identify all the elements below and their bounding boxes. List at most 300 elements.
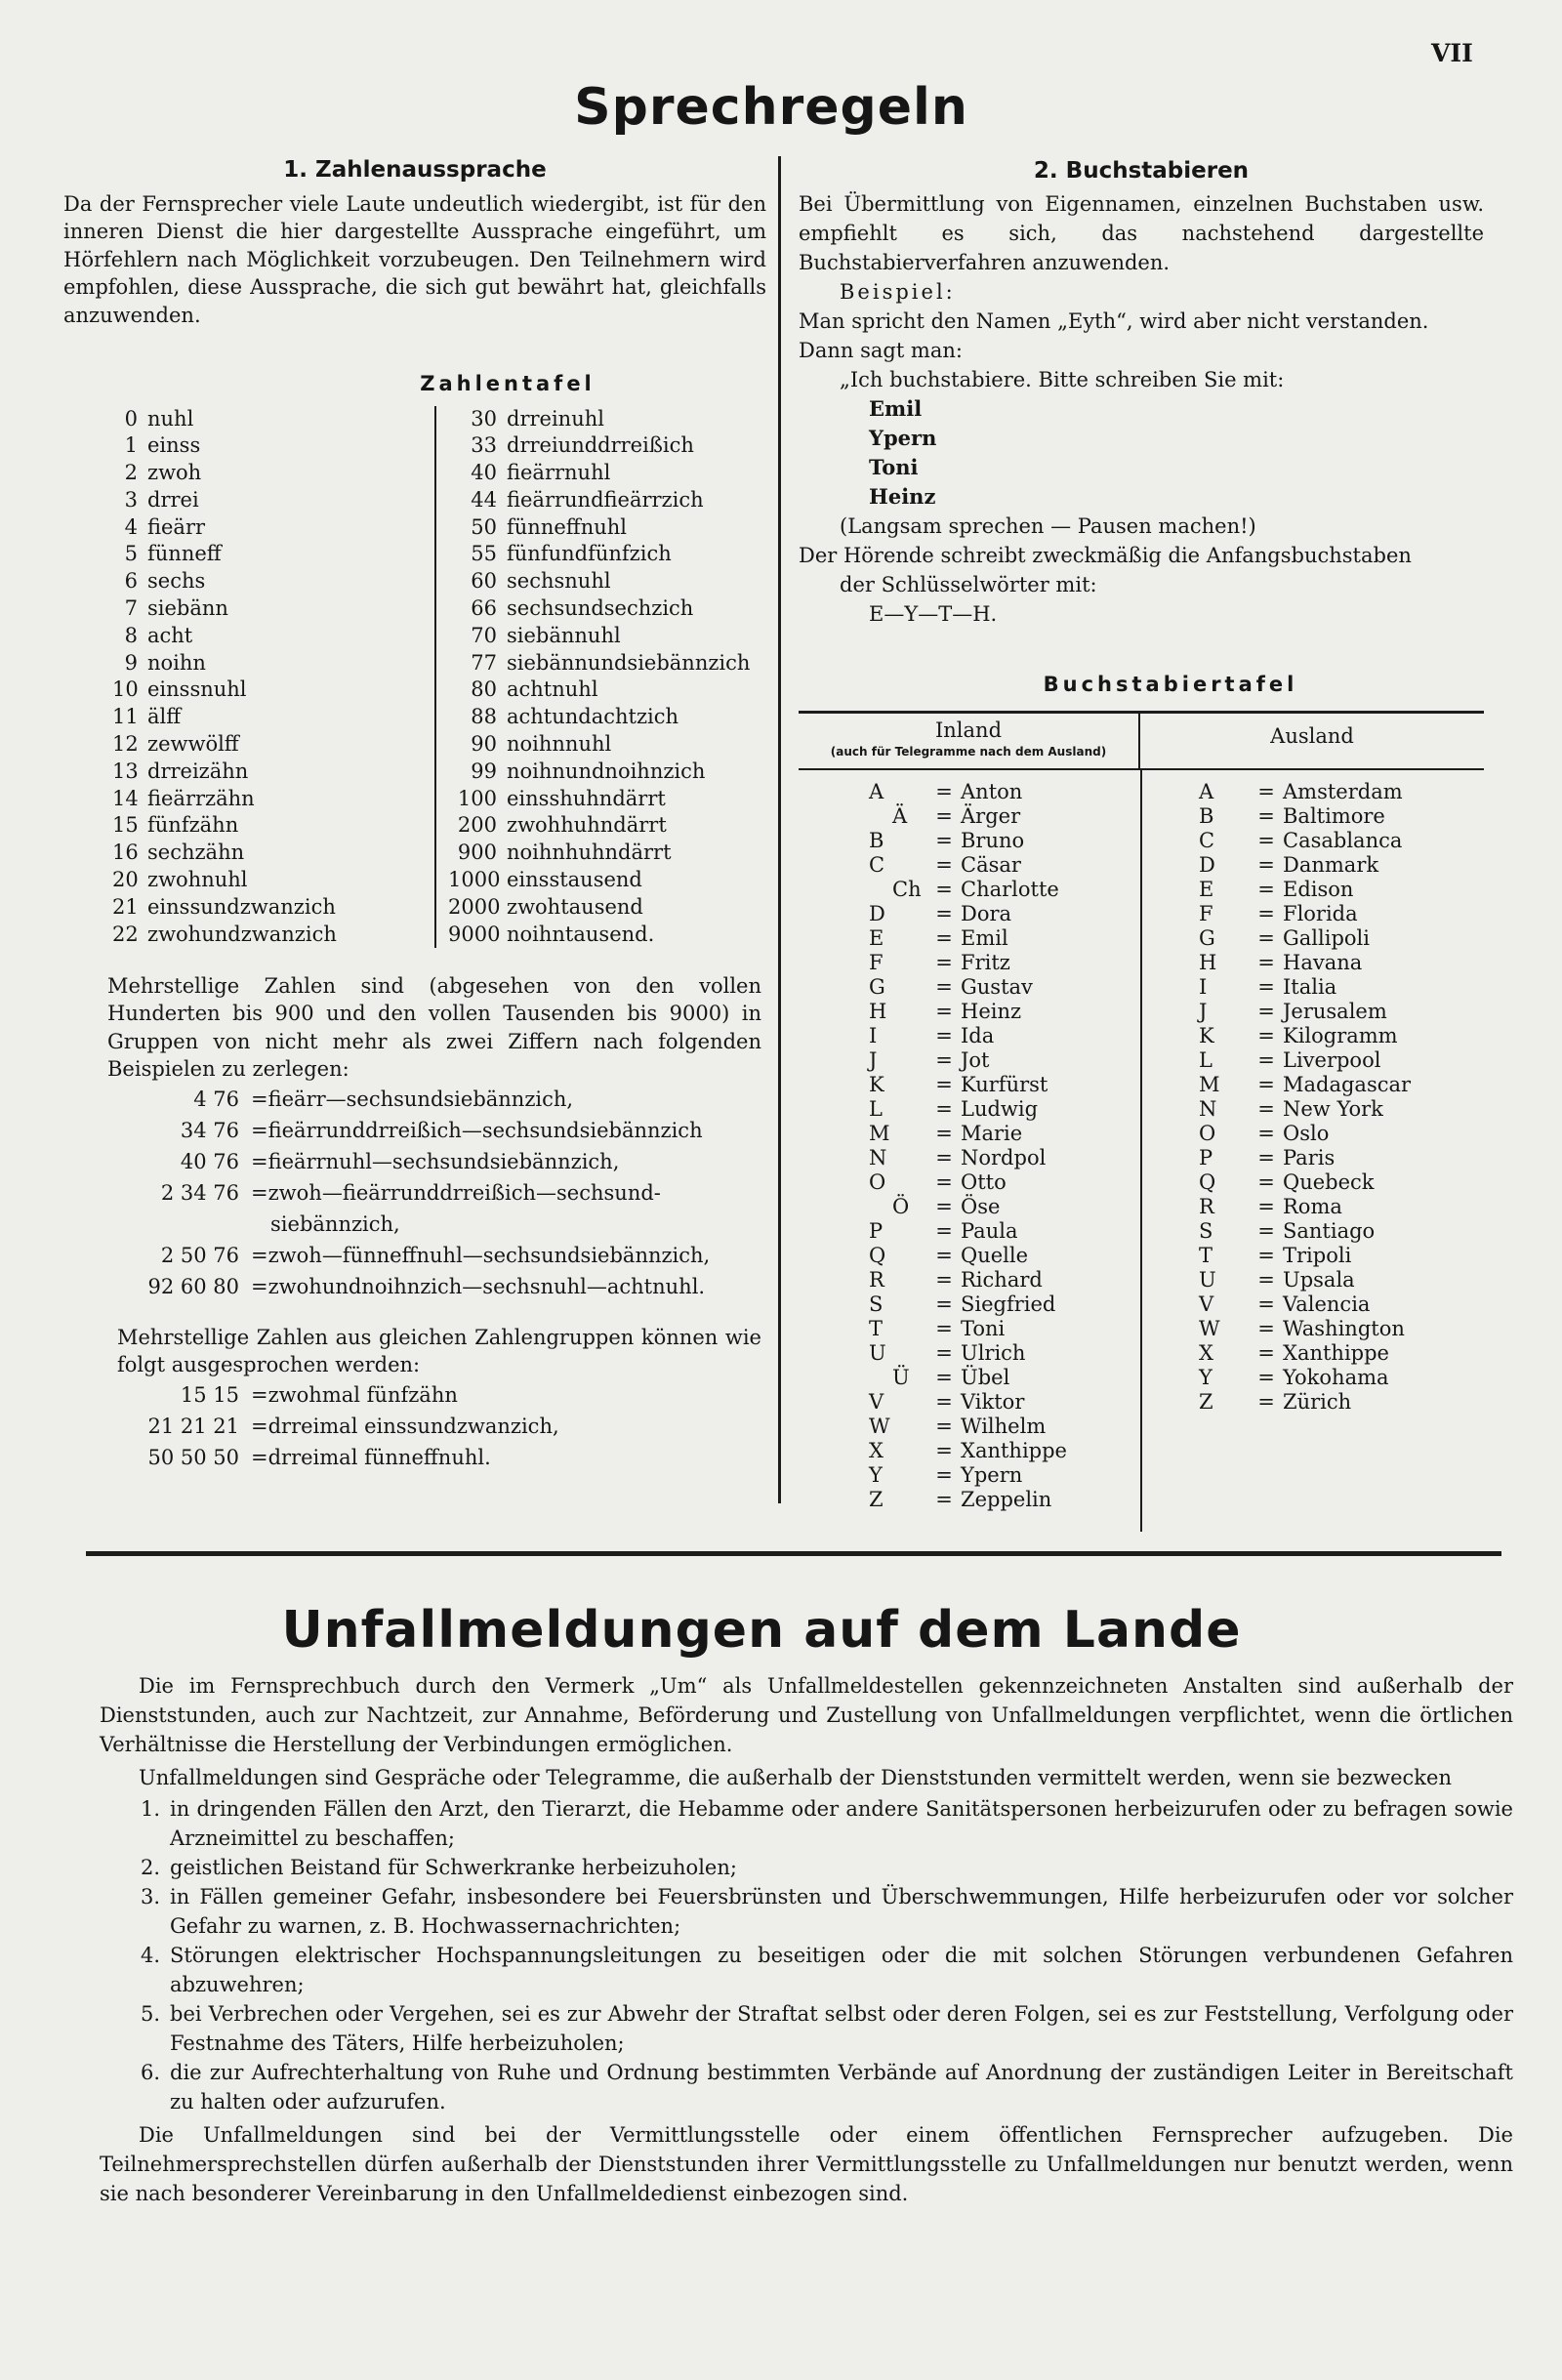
equals-sign: =: [935, 951, 953, 974]
equals-sign: =: [1257, 1024, 1275, 1047]
spelling-word: Gustav: [961, 975, 1033, 999]
list-text: die zur Aufrechterhaltung von Ruhe und Ordnung bestimmten Verbände auf Anordnung der zuständigen Leiter in Bereitschaft zu halten oder aufzurufen.: [170, 2061, 1513, 2113]
spelling-row: [1199, 1073, 1411, 1097]
table-title: Buchstabiertafel: [1043, 673, 1298, 696]
spelling-letter: T: [869, 1317, 884, 1340]
spelling-letter: F: [869, 951, 884, 974]
example-words: siebännzich,: [270, 1211, 400, 1236]
spelling-row: [869, 1048, 1067, 1073]
spelling-word: Havana: [1283, 951, 1363, 974]
spelling-word: Casablanca: [1283, 829, 1403, 852]
example-pause: (Langsam sprechen — Pausen machen!): [840, 514, 1256, 538]
spelling-row: [869, 1244, 1067, 1268]
table-title: Zahlentafel: [420, 372, 596, 395]
spelling-letter: L: [869, 1097, 883, 1121]
list-text: geistlichen Beistand für Schwerkranke herbeizuholen;: [170, 1856, 737, 1879]
number-digit: 8: [124, 623, 138, 647]
spelling-word: Santiago: [1283, 1219, 1376, 1243]
equals-sign: =: [935, 1293, 953, 1316]
number-row: [448, 677, 750, 704]
example-row: [63, 1379, 766, 1411]
number-word: siebännundsiebännzich: [507, 650, 751, 675]
number-digit: 22: [112, 922, 139, 946]
example-line: Dann sagt man:: [799, 339, 963, 362]
number-row: [112, 432, 337, 460]
number-table-column: [434, 406, 750, 949]
number-digit: 77: [471, 650, 497, 675]
spelling-letter: Ch: [892, 878, 922, 901]
number-row: [448, 786, 750, 813]
number-row: [112, 840, 337, 867]
example-number: 40 76: [180, 1149, 239, 1173]
list-number: 2.: [141, 1856, 161, 1879]
number-row: [112, 922, 337, 949]
page-number: VII: [1431, 39, 1473, 67]
spelling-letter: V: [869, 1390, 884, 1414]
spelling-row: [869, 1268, 1067, 1293]
number-row: [448, 406, 750, 433]
number-digit: 1: [124, 433, 138, 458]
table-divider: [1140, 770, 1142, 1532]
spelling-word: Upsala: [1283, 1268, 1355, 1292]
spelling-letter: W: [869, 1415, 890, 1438]
equals-sign: =: [935, 878, 953, 901]
equals-sign: =: [251, 1382, 268, 1407]
section-divider: [86, 1551, 1501, 1556]
number-row: [112, 704, 337, 731]
equals-sign: =: [251, 1274, 268, 1298]
spelling-row: [869, 1000, 1067, 1024]
example-words: zwohmal fünfzähn: [267, 1382, 458, 1407]
spelling-row: [869, 951, 1067, 975]
spelling-letter: S: [1199, 1219, 1213, 1243]
number-row: [112, 623, 337, 650]
spelling-word: Otto: [961, 1170, 1007, 1194]
spelling-word: Übel: [961, 1366, 1010, 1389]
section-heading: 2. Buchstabieren: [1033, 158, 1250, 184]
equals-sign: =: [935, 1000, 953, 1023]
equals-sign: =: [251, 1414, 268, 1438]
number-row: [448, 460, 750, 487]
equals-sign: =: [1257, 1219, 1275, 1243]
spelling-row: [869, 853, 1067, 878]
list-item: [141, 1941, 1513, 1999]
number-row: [448, 650, 750, 677]
number-word: drreinuhl: [507, 406, 604, 431]
example-row: [63, 1442, 766, 1473]
spelling-row: [1199, 1366, 1411, 1390]
spelling-row: [869, 878, 1067, 902]
spelling-word: Yokohama: [1283, 1366, 1389, 1389]
spelling-word: Siegfried: [961, 1293, 1056, 1316]
list-text: in dringenden Fällen den Arzt, den Tierarzt, die Hebamme oder andere Sanitätspersonen herbeizurufen oder zu befragen sowie Arzneimittel zu beschaffen;: [170, 1797, 1513, 1850]
number-row: [112, 406, 337, 433]
number-digit: 12: [112, 732, 139, 757]
number-digit: 6: [124, 569, 138, 594]
number-word: sechsnuhl: [507, 569, 611, 594]
number-digit: 44: [471, 487, 497, 512]
equals-sign: =: [1257, 1146, 1275, 1169]
number-digit: 0: [124, 406, 138, 431]
header-inland-note: (auch für Telegramme nach dem Ausland): [830, 745, 1107, 759]
number-row: [448, 595, 750, 623]
spelling-letter: Y: [869, 1463, 883, 1487]
number-row: [448, 514, 750, 542]
spelling-letter: J: [1199, 1000, 1208, 1023]
spelling-word: Richard: [961, 1268, 1043, 1292]
equals-sign: =: [935, 1122, 953, 1145]
number-word: einss: [147, 433, 201, 458]
number-digit: 70: [471, 623, 497, 647]
list-item: [141, 1882, 1513, 1941]
number-digit: 5: [124, 542, 138, 566]
number-row: [112, 786, 337, 813]
equals-sign: =: [935, 1219, 953, 1243]
number-word: siebänn: [147, 596, 228, 621]
number-word: einssnuhl: [147, 677, 247, 702]
example-words: zwoh—fünneffnuhl—sechsundsiebännzich,: [267, 1243, 711, 1267]
number-digit: 30: [471, 406, 497, 431]
example-number: 34 76: [180, 1118, 239, 1142]
spelling-letter: P: [1199, 1146, 1213, 1169]
spelling-row: [1199, 1317, 1411, 1341]
spelling-letter: E: [1199, 878, 1214, 901]
equals-sign: =: [251, 1118, 268, 1142]
spelling-row: [869, 926, 1067, 951]
spelling-row: [869, 1390, 1067, 1415]
spelling-letter: X: [869, 1439, 884, 1462]
equals-sign: =: [1257, 1170, 1275, 1194]
spelling-letter: V: [1199, 1293, 1214, 1316]
number-digit: 33: [471, 433, 497, 458]
equals-sign: =: [935, 1317, 953, 1340]
spelling-word: Ypern: [961, 1463, 1023, 1487]
equals-sign: =: [1257, 1073, 1275, 1096]
spelling-letter: N: [1199, 1097, 1217, 1121]
spelling-row: [1199, 975, 1411, 1000]
equals-sign: =: [935, 1170, 953, 1194]
equals-sign: =: [1257, 1317, 1275, 1340]
equals-sign: =: [251, 1445, 268, 1469]
spelling-row: [869, 1024, 1067, 1048]
example-number: 21 21 21: [147, 1414, 239, 1438]
equals-sign: =: [935, 1390, 953, 1414]
example-number: 92 60 80: [147, 1274, 239, 1298]
ausland-column: [1199, 780, 1411, 1415]
example-row: [63, 1177, 766, 1209]
spelling-word: Anton: [961, 780, 1023, 803]
spelling-letter: X: [1199, 1341, 1213, 1365]
spelling-word: Oslo: [1283, 1122, 1330, 1145]
spelling-row: [1199, 829, 1411, 853]
spelling-letter: R: [869, 1268, 884, 1292]
equals-sign: =: [1257, 1244, 1275, 1267]
equals-sign: =: [251, 1149, 268, 1173]
spelling-word: Florida: [1283, 902, 1358, 925]
number-row: [448, 812, 750, 840]
spelling-row: [1199, 902, 1411, 926]
intro-paragraph: Bei Übermittlung von Eigennamen, einzelnen Buchstaben usw. empfiehlt es sich, das nachstehend dargestellte Buchstabierverfahren anzuwenden.: [799, 192, 1484, 274]
equals-sign: =: [935, 1341, 953, 1365]
spelling-letter: M: [1199, 1073, 1220, 1096]
spelling-letter: I: [1199, 975, 1208, 999]
spelling-row: [1199, 780, 1411, 804]
equals-sign: =: [1257, 1122, 1275, 1145]
number-word: zwoh: [147, 461, 202, 485]
spelling-word: Gallipoli: [1283, 926, 1370, 950]
spelling-word: Quelle: [961, 1244, 1029, 1267]
equals-sign: =: [1257, 1366, 1275, 1389]
number-row: [448, 623, 750, 650]
spelling-letter: I: [869, 1024, 878, 1047]
spelling-letter: P: [869, 1219, 884, 1243]
example-row: [63, 1115, 766, 1146]
number-word: sechs: [147, 569, 206, 594]
number-row: [112, 514, 337, 542]
equals-sign: =: [1257, 1341, 1275, 1365]
section-title: Unfallmeldungen auf dem Lande: [281, 1601, 1242, 1660]
spelling-word: Tripoli: [1283, 1244, 1352, 1267]
number-word: siebännuhl: [507, 623, 621, 647]
header-inland: [799, 714, 1140, 768]
equals-sign: =: [935, 1415, 953, 1438]
spelling-letter: J: [869, 1048, 878, 1072]
spelling-row: [1199, 1293, 1411, 1317]
list-number: 1.: [141, 1797, 161, 1821]
equals-sign: =: [1257, 1390, 1275, 1414]
list-text: in Fällen gemeiner Gefahr, insbesondere bei Feuersbrünsten und Überschwemmungen, Hilfe herbeizurufen oder vor solcher Gefahr zu warnen, z. B. Hochwassernachrichten;: [170, 1885, 1513, 1938]
number-digit: 55: [471, 542, 497, 566]
number-digit: 1000: [448, 868, 501, 892]
equals-sign: =: [935, 1146, 953, 1169]
example-result: E—Y—T—H.: [869, 602, 998, 626]
equals-sign: =: [1257, 853, 1275, 877]
number-table: [63, 406, 766, 953]
equals-sign: =: [935, 1488, 953, 1511]
header-inland-label: Inland: [934, 718, 1003, 742]
number-row: [448, 840, 750, 867]
list-number: 5.: [141, 2002, 161, 2026]
number-row: [448, 867, 750, 894]
number-digit: 9000: [448, 922, 501, 946]
number-digit: 2000: [448, 894, 501, 919]
number-word: noihn: [147, 650, 206, 675]
number-row: [112, 867, 337, 894]
spelling-letter: C: [869, 853, 885, 877]
equals-sign: =: [935, 975, 953, 999]
equals-sign: =: [1257, 926, 1275, 950]
spelling-letter: B: [869, 829, 884, 852]
number-word: fieärrundfieärrzich: [507, 487, 704, 512]
number-digit: 60: [471, 569, 497, 594]
header-ausland: Ausland: [1270, 724, 1354, 748]
number-digit: 66: [471, 596, 497, 621]
number-row: [112, 595, 337, 623]
spelling-word: Valencia: [1283, 1293, 1371, 1316]
list-item: [141, 1999, 1513, 2058]
spelling-row: [1199, 1048, 1411, 1073]
number-word: fieärrnuhl: [507, 461, 611, 485]
spelling-row: [1199, 1195, 1411, 1219]
number-word: fünfundfünfzich: [507, 542, 672, 566]
equals-sign: =: [1257, 975, 1275, 999]
number-row: [448, 432, 750, 460]
spelling-row: [1199, 1268, 1411, 1293]
spelling-row: [869, 1097, 1067, 1122]
example-number: 4 76: [193, 1087, 239, 1111]
number-row: [448, 541, 750, 568]
number-word: einssundzwanzich: [147, 894, 336, 919]
number-digit: 15: [112, 813, 139, 838]
number-word: fünneffnuhl: [507, 514, 627, 539]
number-digit: 3: [124, 487, 138, 512]
spelling-letter: C: [1199, 829, 1215, 852]
spelling-letter: Z: [1199, 1390, 1213, 1414]
number-row: [112, 759, 337, 786]
spelling-table-body: [799, 770, 1484, 1551]
spelling-word: Ärger: [961, 804, 1021, 828]
list-text: Störungen elektrischer Hochspannungsleitungen zu beseitigen oder die mit solchen Störungen verbundenen Gefahren abzuwehren;: [170, 1944, 1513, 1996]
example-words: fieärrunddrreißich—sechsundsiebännzich: [267, 1118, 703, 1142]
spelling-word: Ida: [961, 1024, 995, 1047]
example-number: [63, 1209, 251, 1240]
spelling-row: [869, 1195, 1067, 1219]
spelling-word: Madagascar: [1283, 1073, 1412, 1096]
example-line: Der Hörende schreibt zweckmäßig die Anfangsbuchstaben: [799, 544, 1412, 567]
section-zahlenaussprache: [63, 156, 766, 1473]
number-row: [448, 704, 750, 731]
example-row: [63, 1209, 766, 1240]
example-row: [63, 1411, 766, 1442]
example-words: zwoh—fieärrunddrreißich—sechsund-: [267, 1180, 661, 1205]
spelling-word: Kurfürst: [961, 1073, 1048, 1096]
number-word: noihnhuhndärrt: [507, 841, 672, 865]
example-number: 50 50 50: [147, 1445, 239, 1469]
number-word: noihnundnoihnzich: [507, 759, 706, 783]
spelling-row: [869, 1341, 1067, 1366]
number-digit: 50: [471, 514, 497, 539]
equals-sign: [251, 1209, 270, 1240]
spelling-row: [869, 975, 1067, 1000]
equals-sign: =: [935, 829, 953, 852]
number-row: [448, 922, 750, 949]
spelling-row: [869, 902, 1067, 926]
same-group-examples: [63, 1379, 766, 1473]
number-word: zwohhuhndärrt: [507, 813, 667, 838]
spelling-letter: K: [1199, 1024, 1214, 1047]
spelling-word: Baltimore: [1283, 804, 1385, 828]
purpose-list: [100, 1794, 1513, 2116]
spelling-word: Liverpool: [1283, 1048, 1381, 1072]
equals-sign: =: [1257, 902, 1275, 925]
equals-sign: =: [935, 780, 953, 803]
spelling-row: [1199, 1244, 1411, 1268]
spelling-row: [869, 780, 1067, 804]
spelling-row: [1199, 926, 1411, 951]
spelling-row: [869, 1293, 1067, 1317]
equals-sign: =: [935, 1097, 953, 1121]
spelling-row: [1199, 853, 1411, 878]
spelling-row: [869, 1219, 1067, 1244]
number-word: drreizähn: [147, 759, 249, 783]
spelling-word: Zürich: [1283, 1390, 1352, 1414]
example-word: Toni: [869, 455, 919, 479]
paragraph: Die im Fernsprechbuch durch den Vermerk „Um“ als Unfallmeldestellen gekennzeichneten Anstalten sind außerhalb der Dienststunden, auch zur Nachtzeit, zur Annahme, Beförderung und Zustellung von Unfallmeldungen verpflichtet, wenn die örtlichen Verhältnisse die Herstellung der Verbindungen ermöglichen.: [100, 1674, 1513, 1756]
spelling-word: Dora: [961, 902, 1012, 925]
equals-sign: =: [1257, 1195, 1275, 1218]
list-item: [141, 1794, 1513, 1853]
spelling-row: [869, 1488, 1067, 1512]
spelling-letter: O: [1199, 1122, 1216, 1145]
equals-sign: =: [935, 1024, 953, 1047]
number-digit: 7: [124, 596, 138, 621]
spelling-table: [799, 711, 1484, 1551]
list-item: [141, 2058, 1513, 2116]
number-word: zewwölff: [147, 732, 239, 757]
equals-sign: =: [935, 1048, 953, 1072]
spelling-table-header: [799, 714, 1484, 770]
spelling-word: Jot: [961, 1048, 990, 1072]
number-row: [112, 731, 337, 759]
spelling-row: [1199, 1146, 1411, 1170]
spelling-letter: N: [869, 1146, 887, 1169]
spelling-row: [1199, 1170, 1411, 1195]
page-title: Sprechregeln: [574, 78, 968, 137]
spelling-word: Ludwig: [961, 1097, 1039, 1121]
spelling-row: [869, 1317, 1067, 1341]
spelling-letter: U: [869, 1341, 886, 1365]
equals-sign: =: [1257, 829, 1275, 852]
spelling-word: Öse: [961, 1195, 1001, 1218]
spelling-word: Wilhelm: [961, 1415, 1047, 1438]
number-word: noihntausend.: [507, 922, 655, 946]
list-number: 4.: [141, 1944, 161, 1967]
spelling-letter: E: [869, 926, 884, 950]
number-row: [448, 487, 750, 514]
number-word: sechzähn: [147, 841, 245, 865]
spelling-letter: Ä: [892, 804, 908, 828]
number-digit: 9: [124, 650, 138, 675]
number-word: achtundachtzich: [507, 705, 679, 729]
spelling-row: [1199, 1219, 1411, 1244]
number-digit: 2: [124, 461, 138, 485]
example-word: Heinz: [869, 484, 936, 509]
same-group-paragraph: Mehrstellige Zahlen aus gleichen Zahlengruppen können wie folgt ausgesprochen werden:: [117, 1325, 761, 1376]
example-words: fieärr—sechsundsiebännzich,: [267, 1087, 574, 1111]
spelling-letter: Q: [869, 1244, 886, 1267]
spelling-word: Danmark: [1283, 853, 1379, 877]
number-word: drreiunddrreißich: [507, 433, 694, 458]
spelling-letter: H: [1199, 951, 1217, 974]
spelling-letter: F: [1199, 902, 1213, 925]
spelling-letter: G: [869, 975, 885, 999]
spelling-letter: Q: [1199, 1170, 1216, 1194]
number-digit: 16: [112, 841, 139, 865]
example-row: [63, 1084, 766, 1115]
equals-sign: =: [1257, 951, 1275, 974]
number-digit: 900: [457, 841, 497, 865]
number-row: [112, 650, 337, 677]
spelling-word: Kilogramm: [1283, 1024, 1398, 1047]
number-digit: 20: [112, 868, 139, 892]
example-word: Emil: [869, 396, 923, 421]
number-word: zwohnuhl: [147, 868, 248, 892]
spelling-row: [1199, 804, 1411, 829]
spelling-row: [869, 804, 1067, 829]
spelling-row: [1199, 1000, 1411, 1024]
spelling-row: [869, 1073, 1067, 1097]
number-row: [448, 568, 750, 595]
